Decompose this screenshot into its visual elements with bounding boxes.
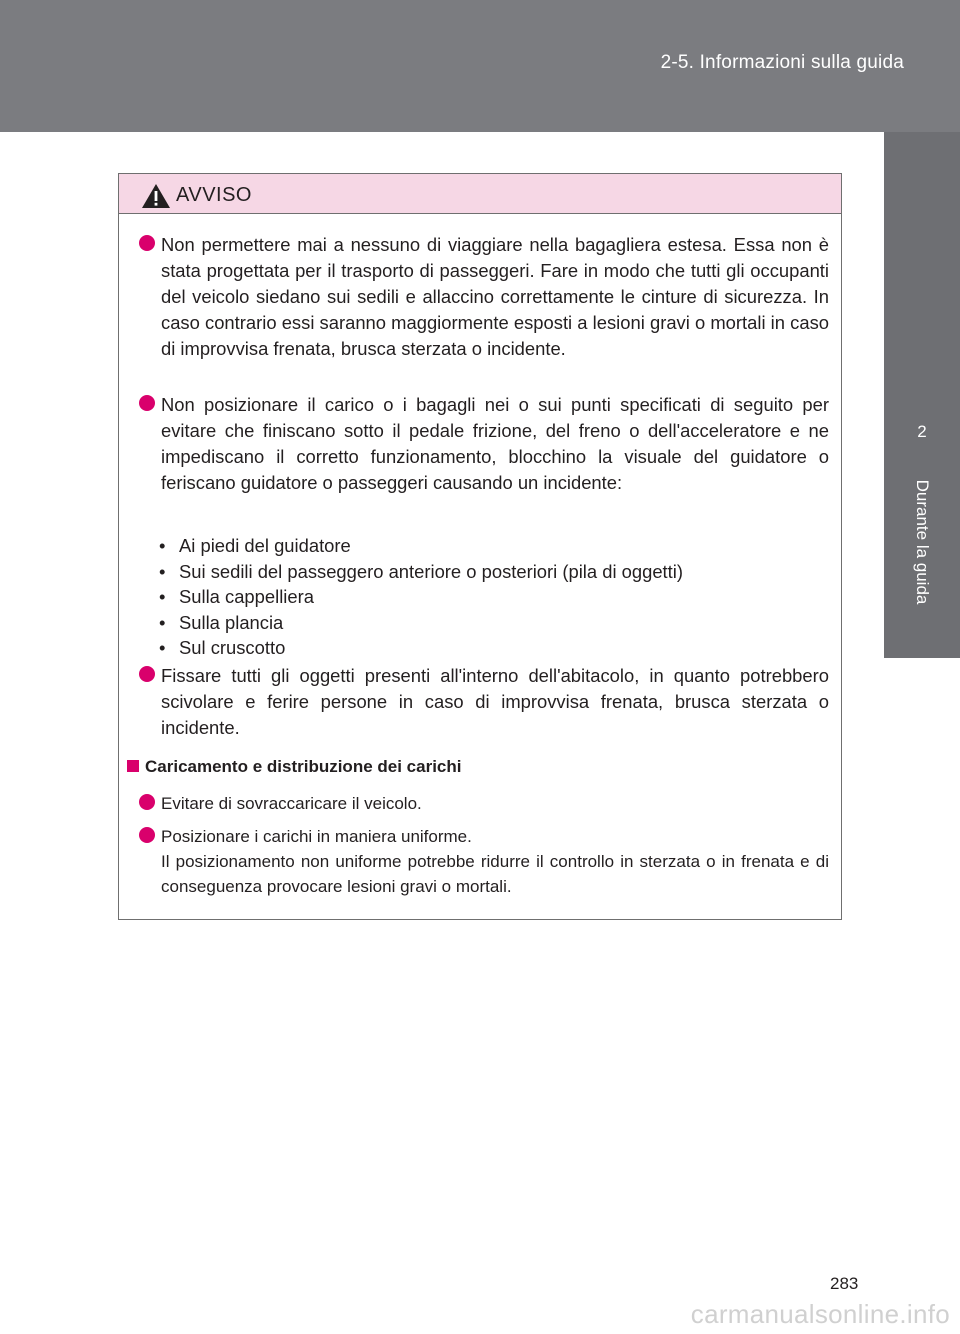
list-item: • Sui sedili del passeggero anteriore o posteriori (pila di oggetti) — [159, 560, 683, 582]
load-bullet — [139, 824, 829, 899]
location-list — [159, 533, 819, 661]
bullet-dot-icon — [139, 827, 155, 843]
warning-bullet — [139, 663, 829, 741]
warning-box — [118, 173, 842, 920]
warning-triangle-icon — [141, 183, 171, 209]
bullet-dot-icon — [139, 235, 155, 251]
list-item: • Ai piedi del guidatore — [159, 535, 351, 556]
chapter-title-wrap — [884, 0, 960, 1334]
load-bullet — [139, 791, 829, 816]
warning-header — [119, 174, 841, 214]
bullet-dot-icon — [139, 794, 155, 810]
load-note: Il posizionamento non uniforme potrebbe ridurre il controllo in sterzata o in frenata e di conseguenza provocare lesioni gravi o mortali. — [161, 852, 829, 896]
page-number: 283 — [830, 1274, 859, 1293]
bullet-dot-icon — [139, 395, 155, 411]
section-heading: Caricamento e distribuzione dei carichi — [127, 757, 461, 777]
load-bullet-text: Posizionare i carichi in maniera uniforme. — [161, 827, 472, 846]
section-title: 2-5. Informazioni sulla guida — [660, 52, 904, 73]
list-item: • Sulla plancia — [159, 611, 284, 633]
list-item: • Sul cruscotto — [159, 637, 286, 658]
watermark: carmanualsonline.info — [690, 1299, 950, 1329]
warning-bullet-text: Non permettere mai a nessuno di viaggiare nella bagagliera estesa. Essa non è stata progettata per il trasporto di passeggeri. Fare in modo che tutti gli occupanti del veicolo siedano sui sedili e allaccino correttamente le cinture di sicurezza. In caso contrario essi saranno maggiormente esposti a lesioni gravi o mortali in caso di improvvisa frenata, brusca sterzata o incidente. — [161, 234, 829, 359]
list-item: • Sulla cappelliera — [159, 586, 314, 607]
load-bullet-text: Evitare di sovraccaricare il veicolo. — [161, 794, 422, 813]
warning-bullet-text: Fissare tutti gli oggetti presenti all'interno dell'abitacolo, in quanto potrebbero scivolare e ferire persone in caso di improvvisa frenata, brusca sterzata o incidente. — [161, 665, 829, 738]
warning-bullet-text: Non posizionare il carico o i bagagli nei o sui punti specificati di seguito per evitare che finiscano sotto il pedale frizione, del freno o dell'acceleratore e ne impediscano il corretto funzionamento, blocchino la visuale del guidatore o feriscano guidatore o passeggeri causando un incidente: — [161, 394, 829, 493]
warning-bullet — [139, 392, 829, 496]
warning-bullet — [139, 232, 829, 362]
warning-title: AVVISO — [176, 184, 252, 206]
square-bullet-icon — [127, 760, 139, 772]
header-band — [0, 0, 960, 132]
chapter-title: Durante la guida — [913, 479, 932, 605]
bullet-dot-icon — [139, 666, 155, 682]
chapter-number: 2 — [917, 422, 927, 441]
